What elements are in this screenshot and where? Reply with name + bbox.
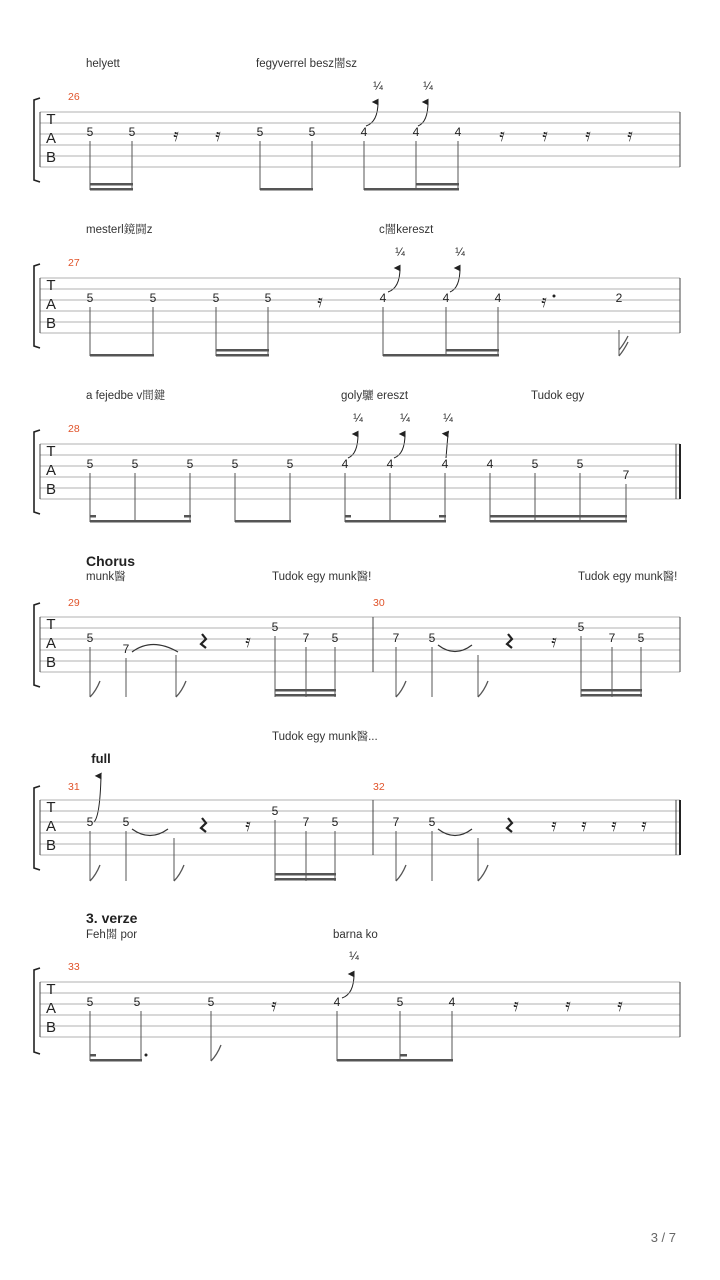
svg-text:T: T: [46, 443, 56, 460]
svg-text:A: A: [45, 635, 57, 652]
fret-number: 5: [577, 620, 585, 634]
dot: [553, 295, 556, 298]
rest-symbol: 𝄿: [565, 995, 571, 1016]
bend-label: ¼: [395, 247, 405, 259]
fret-number: 7: [622, 468, 630, 482]
note-flag: [619, 336, 628, 350]
svg-text:B: B: [45, 1019, 57, 1036]
svg-text:A: A: [45, 1000, 57, 1017]
staff-lines: [40, 444, 680, 499]
svg-text:T: T: [46, 111, 56, 128]
note-stems: [90, 307, 619, 356]
lyric: goly驪 ereszt: [341, 390, 409, 402]
section-title: 3. verze: [86, 910, 138, 926]
lyric: fegyverrel besz闇sz: [256, 58, 357, 70]
rest-symbol: 𝄿: [617, 995, 623, 1016]
fret-number: 7: [122, 642, 130, 656]
fret-number: 4: [379, 291, 387, 305]
measure-number: 29: [68, 597, 80, 609]
tab-clef: [46, 981, 56, 1036]
fret-number: 4: [386, 457, 394, 471]
fret-number: 5: [331, 815, 339, 829]
rest-symbol: 𝄿: [499, 125, 505, 146]
note-flag: [211, 1045, 221, 1061]
rest-symbol: 𝄿: [173, 125, 179, 146]
fret-number: 5: [86, 125, 94, 139]
lyric: barna ko: [333, 929, 378, 941]
tab-clef: [46, 443, 56, 498]
fret-number: 5: [122, 815, 130, 829]
system-bracket: [34, 430, 40, 514]
system-2: [34, 222, 680, 357]
bend-arrow: [366, 102, 378, 126]
system-bracket: [34, 603, 40, 687]
rest-symbol: 𝄿: [551, 631, 557, 652]
fret-number: 5: [207, 995, 215, 1009]
note-stems: [90, 820, 478, 881]
tie: [132, 829, 168, 836]
rest-symbol: 𝄿: [585, 125, 591, 146]
dot: [145, 1054, 148, 1057]
quarter-rest: [507, 634, 512, 648]
system-bracket: [34, 786, 40, 870]
beams: [90, 349, 499, 357]
fret-number: 5: [86, 815, 94, 829]
fret-number: 5: [231, 457, 239, 471]
fret-number: 5: [271, 804, 279, 818]
measure-number: 26: [68, 91, 80, 103]
svg-text:B: B: [45, 837, 57, 854]
section-title: Chorus: [86, 553, 135, 569]
fret-number: 5: [271, 620, 279, 634]
system-3: [34, 388, 680, 523]
note-stems: [90, 1011, 452, 1061]
lyric: Tudok egy: [531, 390, 585, 402]
measure-number: 32: [373, 781, 385, 793]
system-5: [34, 730, 680, 881]
rest-symbol: 𝄿: [581, 815, 587, 836]
measure-number: 27: [68, 257, 80, 269]
bend-label: ¼: [353, 413, 363, 425]
system-4: [34, 553, 680, 697]
svg-text:A: A: [45, 462, 57, 479]
fret-number: 5: [186, 457, 194, 471]
measure-number: 28: [68, 423, 80, 435]
fret-number: 5: [86, 631, 94, 645]
bend-arrow: [388, 268, 400, 292]
svg-text:A: A: [45, 296, 57, 313]
bend-label: ¼: [443, 413, 453, 425]
beams: [90, 1054, 453, 1062]
note-stems: [90, 141, 458, 190]
svg-text:T: T: [46, 799, 56, 816]
note-stems: [90, 473, 626, 522]
svg-text:T: T: [46, 616, 56, 633]
bend-label: full: [91, 751, 111, 766]
page-number: 3 / 7: [650, 1230, 676, 1245]
fret-number: 5: [286, 457, 294, 471]
fret-number: 5: [86, 995, 94, 1009]
fret-number: 5: [637, 631, 645, 645]
quarter-rest: [201, 818, 206, 832]
tie: [132, 645, 178, 653]
staff-lines: [40, 112, 680, 167]
svg-text:T: T: [46, 277, 56, 294]
fret-number: 5: [428, 631, 436, 645]
rest-symbol: 𝄿: [317, 291, 323, 312]
bend-label: ¼: [400, 413, 410, 425]
bend-label: ¼: [349, 951, 359, 963]
rest-symbol: 𝄿: [611, 815, 617, 836]
rest-symbol: 𝄿: [551, 815, 557, 836]
tie: [438, 645, 472, 652]
fret-number: 5: [531, 457, 539, 471]
fret-number: 5: [331, 631, 339, 645]
quarter-rest: [201, 634, 206, 648]
lyric: munk醫: [86, 571, 126, 583]
fret-number: 5: [308, 125, 316, 139]
fret-number: 4: [486, 457, 494, 471]
bend-arrow: [418, 102, 428, 126]
fret-number: 4: [341, 457, 349, 471]
fret-number: 5: [128, 125, 136, 139]
lyric: helyett: [86, 58, 120, 70]
bend-arrow: [342, 974, 354, 998]
fret-number: 5: [256, 125, 264, 139]
tab-clef: [46, 111, 56, 166]
bend-label: ¼: [423, 81, 433, 93]
svg-text:A: A: [45, 130, 57, 147]
bend-label: ¼: [455, 247, 465, 259]
lyric: mesterl鏡闘z: [86, 224, 153, 236]
fret-number: 5: [86, 291, 94, 305]
rest-symbol: 𝄿: [627, 125, 633, 146]
fret-number: 2: [615, 291, 623, 305]
quarter-rest: [507, 818, 512, 832]
system-bracket: [34, 968, 40, 1054]
bend-arrow: [348, 434, 358, 458]
fret-number: 4: [494, 291, 502, 305]
fret-number: 5: [131, 457, 139, 471]
tab-clef: [46, 616, 56, 671]
beams: [90, 515, 627, 523]
fret-number: 4: [333, 995, 341, 1009]
bend-arrow: [446, 434, 448, 458]
fret-number: 7: [392, 815, 400, 829]
svg-text:B: B: [45, 654, 57, 671]
system-bracket: [34, 264, 40, 348]
rest-symbol: 𝄿: [542, 125, 548, 146]
staff-lines: [40, 982, 680, 1037]
lyric: Tudok egy munk醫...: [272, 731, 378, 743]
fret-number: 4: [442, 291, 450, 305]
fret-number: 4: [448, 995, 456, 1009]
svg-text:B: B: [45, 315, 57, 332]
tab-clef: [46, 799, 56, 854]
tab-clef: [46, 277, 56, 332]
bend-arrow: [394, 434, 405, 458]
fret-number: 5: [264, 291, 272, 305]
system-1: [34, 57, 680, 191]
fret-number: 5: [428, 815, 436, 829]
rest-symbol: 𝄿: [641, 815, 647, 836]
measure-number: 30: [373, 597, 385, 609]
system-6: [34, 910, 680, 1062]
rest-symbol: 𝄿: [245, 631, 251, 652]
fret-number: 5: [86, 457, 94, 471]
rest-symbol: 𝄿: [541, 291, 547, 312]
fret-number: 7: [608, 631, 616, 645]
rest-symbol: 𝄿: [513, 995, 519, 1016]
beams: [275, 689, 642, 697]
measure-number: 33: [68, 961, 80, 973]
fret-number: 7: [302, 631, 310, 645]
staff-lines: [40, 278, 680, 333]
fret-number: 4: [360, 125, 368, 139]
note-stems: [90, 636, 641, 697]
system-bracket: [34, 98, 40, 182]
fret-number: 7: [302, 815, 310, 829]
lyric: Tudok egy munk醫!: [272, 571, 372, 583]
lyric: Feh閞 por: [86, 929, 138, 941]
bend-label: ¼: [373, 81, 383, 93]
bend-arrow: [94, 776, 101, 822]
fret-number: 5: [576, 457, 584, 471]
lyric: a fejedbe v間鍵: [86, 390, 166, 402]
fret-number: 5: [396, 995, 404, 1009]
rest-symbol: 𝄿: [245, 815, 251, 836]
lyric: Tudok egy munk醫!: [578, 571, 678, 583]
rest-symbol: 𝄿: [271, 995, 277, 1016]
lyric: c闇kereszt: [379, 224, 434, 236]
svg-text:A: A: [45, 818, 57, 835]
rest-symbol: 𝄿: [215, 125, 221, 146]
tie: [438, 829, 472, 836]
fret-number: 4: [441, 457, 449, 471]
fret-number: 7: [392, 631, 400, 645]
fret-number: 5: [149, 291, 157, 305]
bend-arrow: [450, 268, 460, 292]
fret-number: 4: [412, 125, 420, 139]
beams: [90, 183, 459, 191]
svg-text:B: B: [45, 149, 57, 166]
fret-number: 5: [133, 995, 141, 1009]
fret-number: 5: [212, 291, 220, 305]
svg-text:B: B: [45, 481, 57, 498]
fret-number: 4: [454, 125, 462, 139]
measure-number: 31: [68, 781, 80, 793]
svg-text:T: T: [46, 981, 56, 998]
